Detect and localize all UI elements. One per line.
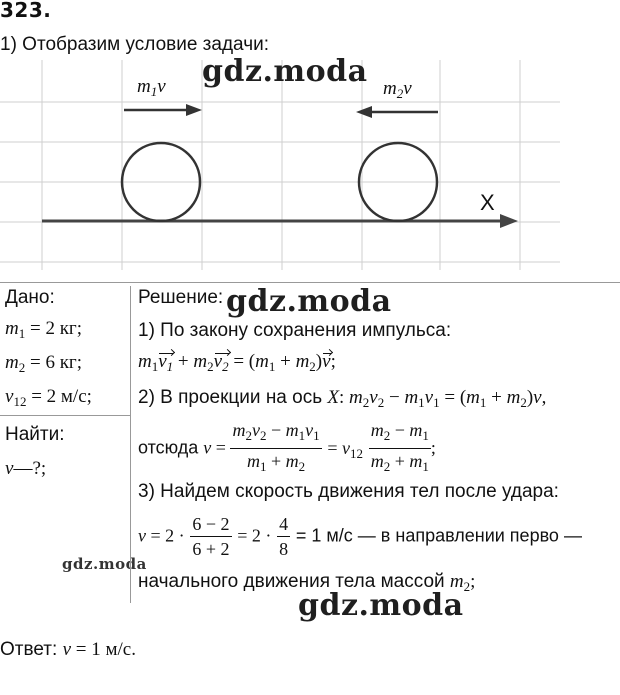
answer: Ответ: v = 1 м/с. [0,639,136,660]
collision-diagram [0,60,620,275]
separator-top [0,282,620,283]
solution-step2: 2) В проекции на ось X: $m_2v_2 - m_1v_1 = (m_1 + m_2)v$, [138,387,547,410]
given-m1: $m_1 = 2$ кг; [5,318,83,341]
solution-calc-cont: начального движения тела массой $m_2$; [138,571,476,594]
label-m1v: $m_1v$ [137,76,166,99]
x-axis-arrowhead [500,214,518,228]
given-v12: $v_{12} = 2$ м/с; [5,386,92,409]
solution-step3: 3) Найдем скорость движения тел после удара: [138,481,559,502]
find-title: Найти: [5,424,65,445]
find-value: v—?; [5,458,47,479]
watermark: gdz.moda [202,54,368,89]
label-m2v: $m_2v$ [383,78,412,101]
watermark: gdz.moda [62,555,147,573]
intro-line: 1) Отобразим условие задачи: [0,34,269,55]
solution-title: Решение: [138,287,224,308]
given-title: Дано: [5,287,55,308]
solution-step2b: отсюда v = $\frac{m_2v_2 - m_1v_1}{m_1 + m_2}$ = $v_{12}$ $\frac{m_2 - m_1}{m_2 + m_1}$ ; [138,420,436,474]
problem-number: 323. [0,0,52,22]
given-m2: $m_2 = 6$ кг; [5,352,83,375]
watermark: gdz.moda [298,588,464,623]
watermark: gdz.moda [226,284,392,319]
solution-calc: v = 2 · $\frac{6 - 2}{6 + 2}$ = 2 · $\frac{4}{8}$ = 1 м/с — в направлении перво — [138,514,582,559]
solution-eq1: $m_1v_1 + m_2v_2 = (m_1 + m_2)v$; [138,351,336,374]
separator-vertical [130,286,131,603]
solution-step1: 1) По закону сохранения импульса: [138,320,452,341]
axis-label: X [480,190,495,215]
separator-given [0,415,130,416]
